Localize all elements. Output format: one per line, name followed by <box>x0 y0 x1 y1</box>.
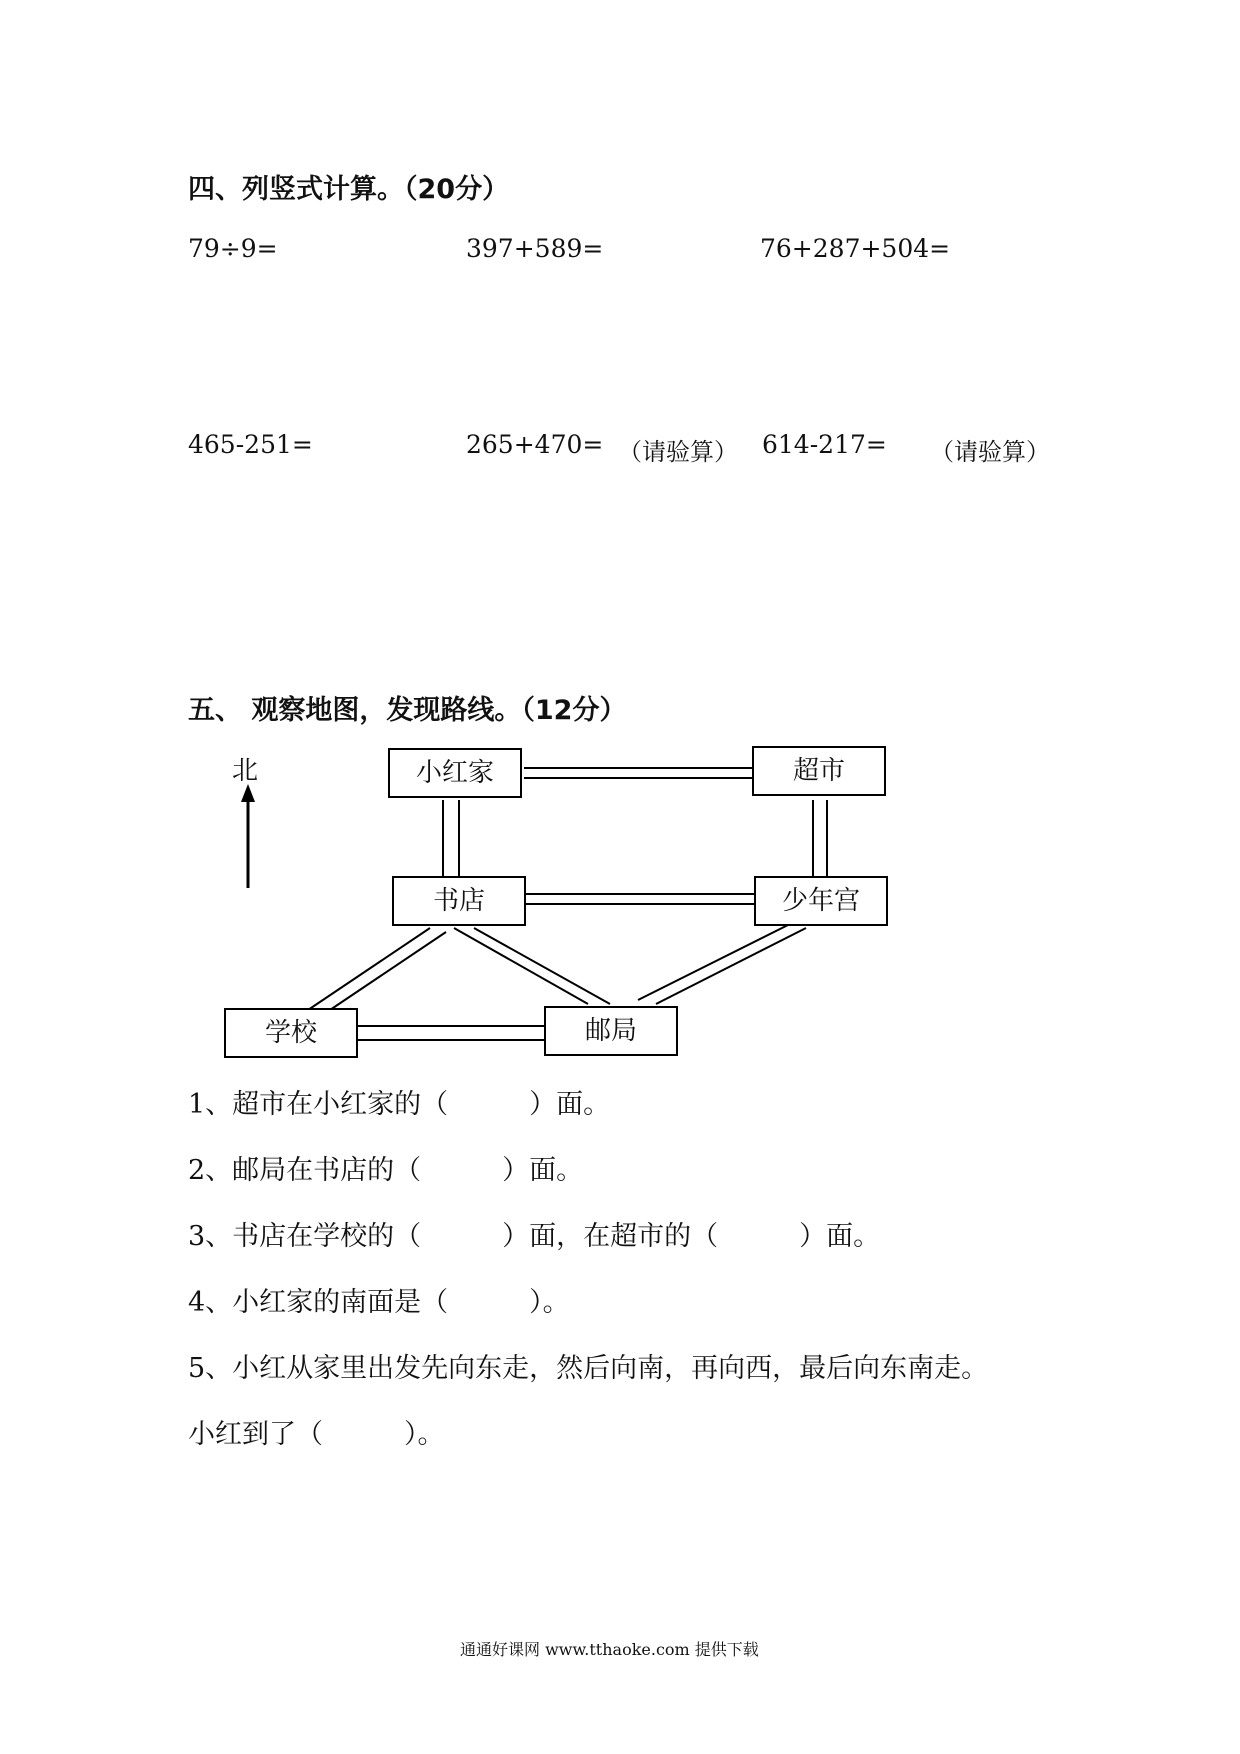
road-home-bookstore <box>443 800 459 876</box>
section4-title: 四、列竖式计算。（20分） <box>188 174 510 205</box>
calc-problem-6: 614-217= <box>762 430 887 459</box>
calc-problem-3: 76+287+504= <box>760 234 951 263</box>
question-2: 2、邮局在书店的（ ）面。 <box>188 1155 584 1186</box>
road-supermarket-youth-palace <box>813 800 827 876</box>
calc-problem-5: 265+470= <box>466 430 604 459</box>
footer-source: 通通好课网 www.tthaoke.com 提供下载 <box>460 1640 759 1659</box>
place-post-office: 邮局 <box>544 1006 678 1056</box>
place-youth-palace: 少年宫 <box>754 876 888 926</box>
section5-title: 五、 观察地图，发现路线。（12分） <box>188 695 627 726</box>
question-4: 4、小红家的南面是（ ）。 <box>188 1287 570 1318</box>
place-school: 学校 <box>224 1008 358 1058</box>
question-3: 3、书店在学校的（ ）面，在超市的（ ）面。 <box>188 1221 881 1252</box>
question-1: 1、超市在小红家的（ ）面。 <box>188 1089 611 1120</box>
north-arrow-icon <box>241 784 255 888</box>
road-school-post-office <box>358 1026 544 1040</box>
calc-problem-4: 465-251= <box>188 430 313 459</box>
calc-problem-2: 397+589= <box>466 234 604 263</box>
road-bookstore-youth-palace <box>526 894 754 904</box>
north-label: 北 <box>232 756 259 786</box>
place-home: 小红家 <box>388 748 522 798</box>
road-bookstore-post-office <box>454 928 610 1004</box>
verify-note-6: （请验算） <box>930 438 1050 466</box>
road-youth-palace-post-office <box>638 924 806 1004</box>
place-bookstore: 书店 <box>392 876 526 926</box>
verify-note-5: （请验算） <box>618 438 738 466</box>
road-bookstore-school <box>308 928 446 1014</box>
road-home-supermarket <box>524 768 752 778</box>
place-supermarket: 超市 <box>752 746 886 796</box>
question-5-answer-line: 小红到了（ ）。 <box>188 1419 445 1450</box>
calc-problem-1: 79÷9= <box>188 234 278 263</box>
question-5: 5、小红从家里出发先向东走，然后向南，再向西，最后向东南走。 <box>188 1353 989 1384</box>
